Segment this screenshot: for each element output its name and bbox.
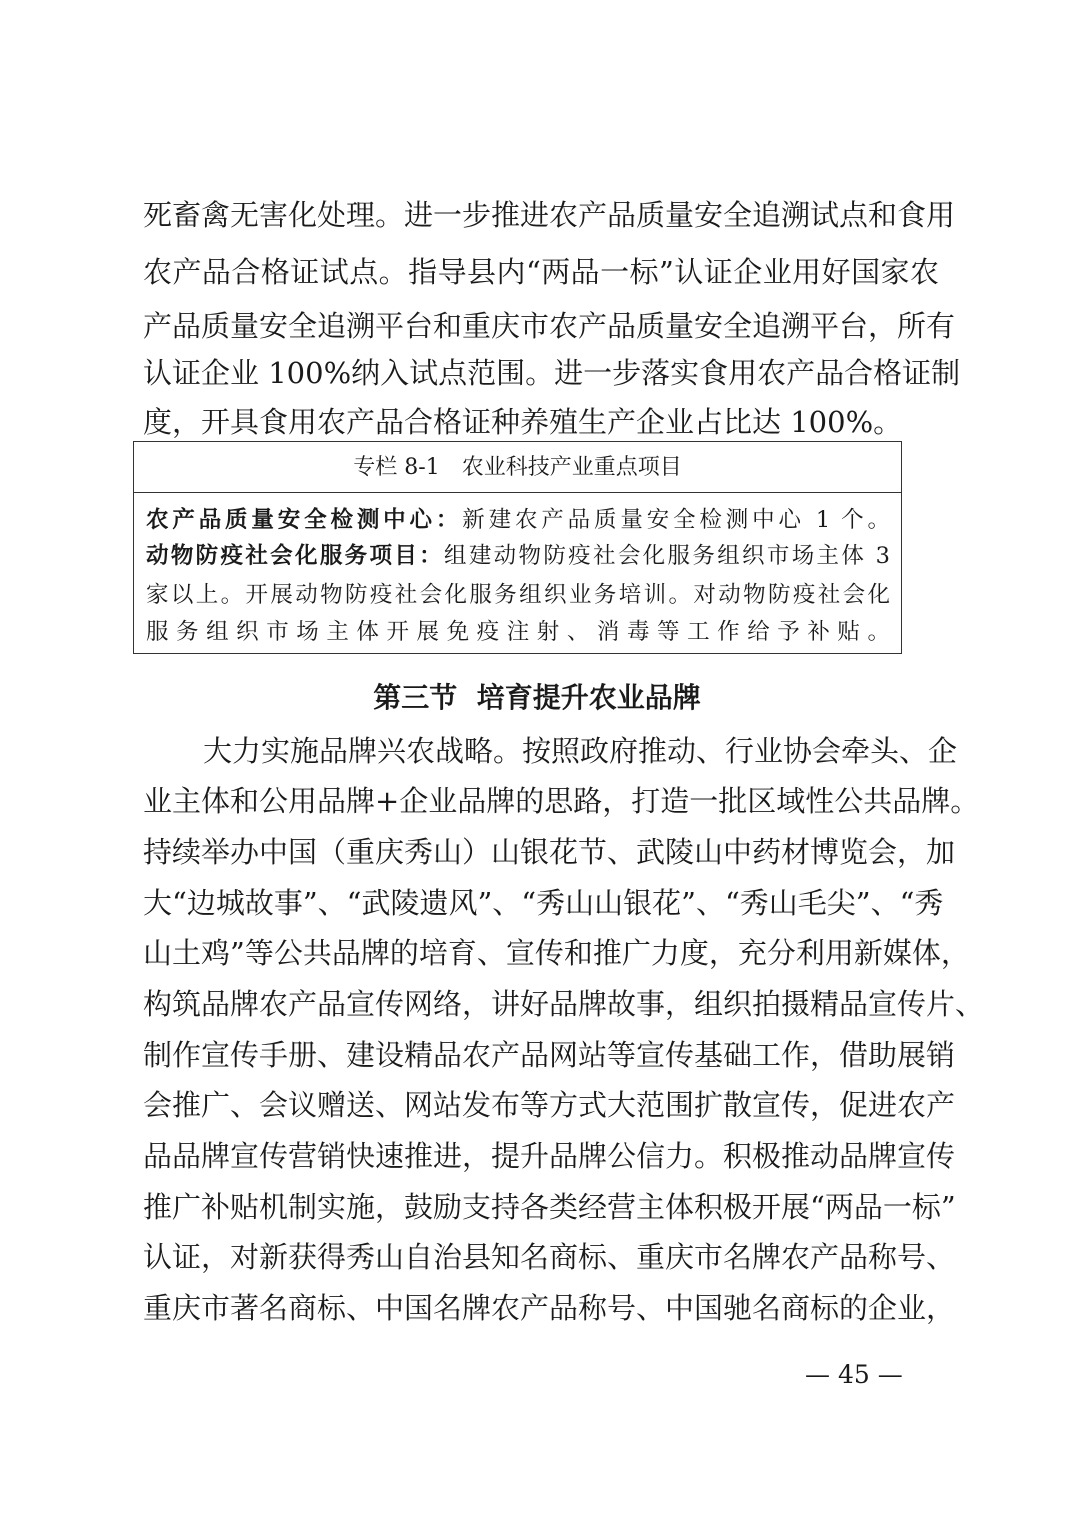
box-item-2-line: 服务组织市场主体开展免疫注射、消毒等工作给予补贴。: [146, 619, 890, 645]
box-item-1-text: 新建农产品质量安全检测中心 1 个。: [462, 507, 890, 533]
page-number: — 45 —: [805, 1360, 903, 1389]
intro-line: 产品质量安全追溯平台和重庆市农产品质量安全追溯平台，所有: [143, 309, 956, 343]
box-title: 专栏 8-1 农业科技产业重点项目: [353, 455, 682, 480]
body-line: 认证，对新获得秀山自治县知名商标、重庆市名牌农产品称号、: [143, 1240, 956, 1274]
box-item-2-label: 动物防疫社会化服务项目：: [146, 543, 445, 569]
box-divider: [134, 492, 901, 493]
intro-line: 农产品合格证试点。指导县内“两品一标”认证企业用好国家农: [143, 255, 939, 289]
body-line: 重庆市著名商标、中国名牌农产品称号、中国驰名商标的企业，: [143, 1291, 956, 1325]
intro-line: 认证企业 100%纳入试点范围。进一步落实食用农产品合格证制: [143, 356, 961, 390]
body-line: 构筑品牌农产品宣传网络，讲好品牌故事，组织拍摄精品宣传片、: [143, 987, 985, 1021]
body-line: 制作宣传手册、建设精品农产品网站等宣传基础工作，借助展销: [143, 1038, 956, 1072]
intro-line: 度，开具食用农产品合格证种养殖生产企业占比达 100%。: [143, 405, 903, 439]
body-line: 业主体和公用品牌+企业品牌的思路，打造一批区域性公共品牌。: [143, 784, 980, 818]
body-line: 持续举办中国（重庆秀山）山银花节、武陵山中药材博览会，加: [143, 835, 956, 869]
box-item-1: [146, 505, 890, 535]
body-line: 会推广、会议赠送、网站发布等方式大范围扩散宣传，促进农产: [143, 1088, 956, 1122]
body-line: 品品牌宣传营销快速推进，提升品牌公信力。积极推动品牌宣传: [143, 1139, 956, 1173]
section-heading: 第三节 培育提升农业品牌: [373, 681, 701, 714]
box-item-2: [146, 541, 890, 571]
intro-line: 死畜禽无害化处理。进一步推进农产品质量安全追溯试点和食用: [143, 198, 956, 232]
body-line: 大力实施品牌兴农战略。按照政府推动、行业协会牵头、企: [203, 734, 958, 768]
box-item-1-label: 农产品质量安全检测中心：: [146, 507, 463, 533]
project-column-box: [133, 441, 902, 654]
body-line: 山土鸡”等公共品牌的培育、宣传和推广力度，充分利用新媒体，: [143, 936, 970, 970]
body-line: 推广补贴机制实施，鼓励支持各类经营主体积极开展“两品一标”: [143, 1190, 956, 1224]
box-item-2-text: 组建动物防疫社会化服务组织市场主体 3: [444, 543, 890, 569]
body-line: 大“边城故事”、“武陵遗风”、“秀山山银花”、“秀山毛尖”、“秀: [143, 886, 944, 920]
box-item-2-line: 家以上。开展动物防疫社会化服务组织业务培训。对动物防疫社会化: [146, 582, 890, 608]
